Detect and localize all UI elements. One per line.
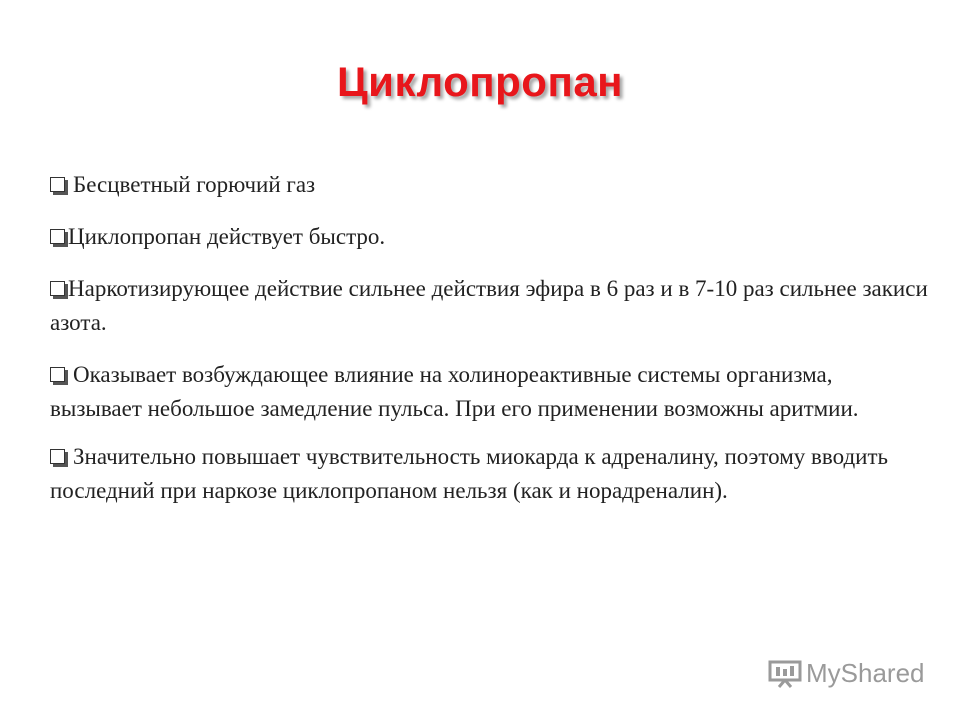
watermark-brand: MyShared: [806, 657, 925, 688]
bullet-item: [50, 358, 930, 426]
projector-screen-icon: [768, 658, 802, 688]
bullet-item: [50, 272, 930, 340]
bullet-text: Циклопропан действует быстро.: [68, 224, 386, 249]
checkbox-bullet-icon: [50, 177, 65, 192]
bullet-text: Оказывает возбуждающее влияние на холинореактивные системы организма, вызывает небольшое замедление пульса. При его применении возможны аритмии.: [50, 362, 859, 421]
bullet-item: [50, 168, 930, 202]
checkbox-bullet-icon: [50, 229, 65, 244]
bullet-item: [50, 440, 930, 508]
checkbox-bullet-icon: [50, 367, 65, 382]
bullet-list: [50, 168, 930, 508]
bullet-text: Бесцветный горючий газ: [73, 172, 316, 197]
watermark-logo: [768, 656, 925, 690]
slide-title: Циклопропан: [336, 58, 624, 105]
checkbox-bullet-icon: [50, 281, 65, 296]
bullet-text: Значительно повышает чувствительность миокарда к адреналину, поэтому вводить последний при наркозе циклопропаном нельзя (как и норадреналин).: [50, 444, 888, 503]
bullet-item: [50, 220, 930, 254]
checkbox-bullet-icon: [50, 449, 65, 464]
bullet-text: Наркотизирующее действие сильнее действия эфира в 6 раз и в 7-10 раз сильнее закиси азота.: [50, 276, 928, 335]
